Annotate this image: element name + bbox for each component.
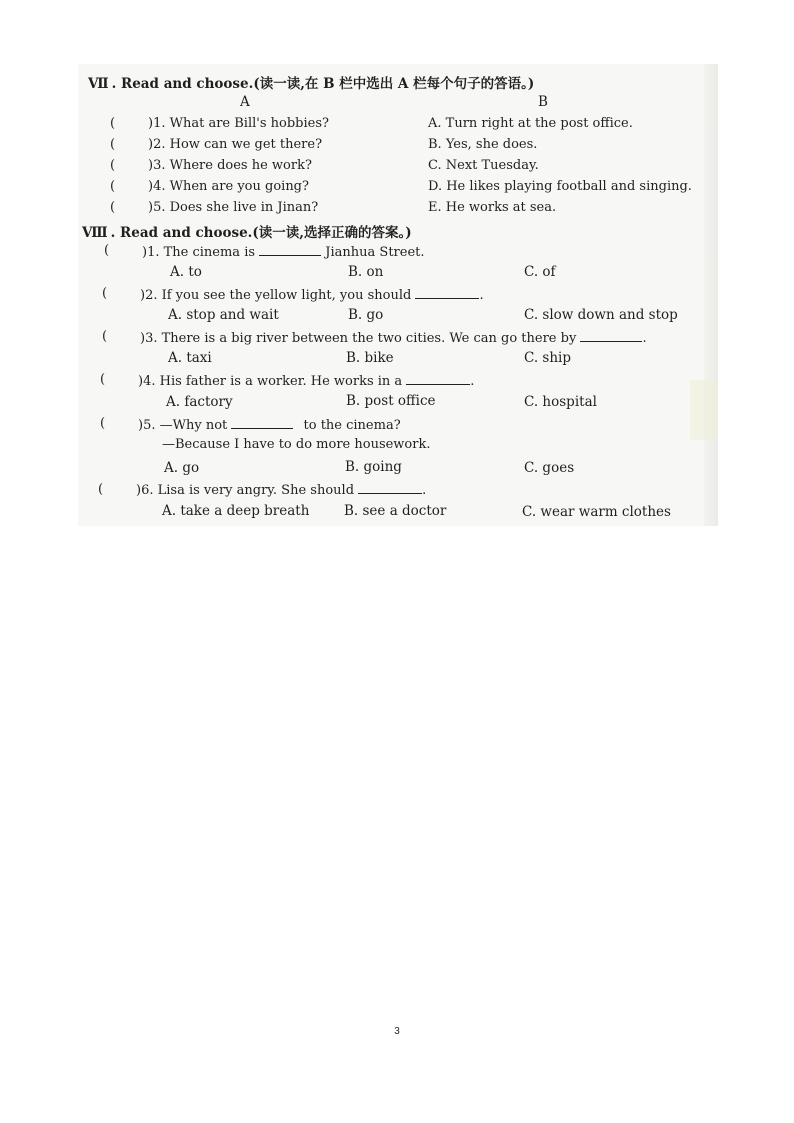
option-c: C. wear warm clothes — [522, 504, 671, 520]
option-b: B. going — [345, 459, 402, 475]
match-question: )2. How can we get there? — [148, 137, 323, 152]
column-a-heading: A — [240, 94, 250, 110]
question-text: . — [479, 288, 484, 303]
section-7-instruction: (读一读,在 B 栏中选出 A 栏每个句子的答语。) — [253, 76, 535, 92]
question-text: )4. His father is a worker. He works in a — [138, 374, 407, 389]
option-a: A. to — [170, 264, 202, 280]
question-5-reply: —Because I have to do more housework. — [162, 437, 431, 452]
answer-paren: ( — [98, 482, 104, 497]
section-8-heading — [82, 221, 412, 241]
match-answer: D. He likes playing football and singing. — [428, 179, 692, 194]
question-text: to the cinema? — [299, 418, 401, 433]
option-a: A. taxi — [168, 350, 212, 366]
question-text: . — [642, 331, 647, 346]
answer-blank — [231, 416, 293, 429]
section-8-numeral: Ⅷ — [82, 225, 107, 241]
question-text: )5. —Why not — [138, 418, 232, 433]
answer-paren: ( — [100, 416, 106, 431]
section-7-title: . Read and choose. — [111, 76, 254, 92]
match-answer: B. Yes, she does. — [428, 137, 538, 152]
page-number: 3 — [394, 1026, 400, 1037]
option-c: C. goes — [524, 460, 575, 476]
option-b: B. on — [348, 264, 384, 280]
column-b-heading: B — [538, 94, 548, 110]
question-text: Jianhua Street. — [321, 245, 425, 260]
bleed-through-mark — [690, 380, 718, 440]
question-text: )3. There is a big river between the two cities. We can go there by — [140, 331, 581, 346]
answer-blank — [415, 286, 479, 299]
option-c: C. ship — [524, 350, 572, 366]
section-7-numeral: Ⅶ — [88, 76, 108, 92]
answer-paren: ( — [110, 137, 116, 152]
match-question: )4. When are you going? — [148, 179, 309, 194]
question-text: )1. The cinema is — [142, 245, 260, 260]
option-c: C. slow down and stop — [524, 307, 678, 323]
answer-blank — [406, 372, 470, 385]
answer-paren: ( — [110, 179, 116, 194]
option-a: A. factory — [166, 394, 233, 410]
match-question: )1. What are Bill's hobbies? — [148, 116, 329, 131]
answer-paren: ( — [104, 243, 110, 258]
question-1 — [142, 243, 425, 260]
match-question: )3. Where does he work? — [148, 158, 312, 173]
option-a: A. stop and wait — [168, 307, 279, 323]
match-answer: E. He works at sea. — [428, 200, 557, 215]
answer-blank — [259, 243, 321, 256]
question-6 — [136, 481, 426, 498]
match-question: )5. Does she live in Jinan? — [148, 200, 319, 215]
question-2 — [140, 286, 484, 303]
section-8-instruction: (读一读,选择正确的答案。) — [252, 225, 412, 241]
option-b: B. post office — [346, 393, 436, 409]
answer-paren: ( — [110, 158, 116, 173]
question-text: )6. Lisa is very angry. She should — [136, 483, 359, 498]
scan-edge-shadow — [704, 64, 718, 526]
question-text: . — [470, 374, 475, 389]
section-7-heading — [88, 72, 534, 92]
question-5 — [138, 416, 401, 433]
question-text: )2. If you see the yellow light, you should — [140, 288, 416, 303]
section-8-title: . Read and choose. — [110, 225, 253, 241]
question-4 — [138, 372, 474, 389]
option-b: B. see a doctor — [344, 503, 447, 519]
answer-blank — [580, 329, 642, 342]
answer-paren: ( — [102, 286, 108, 301]
answer-paren: ( — [110, 200, 116, 215]
match-answer: C. Next Tuesday. — [428, 158, 539, 173]
question-text: . — [422, 483, 427, 498]
option-c: C. hospital — [524, 394, 597, 410]
option-c: C. of — [524, 264, 556, 280]
question-3 — [140, 329, 647, 346]
answer-paren: ( — [110, 116, 116, 131]
option-a: A. go — [164, 460, 200, 476]
answer-paren: ( — [100, 372, 106, 387]
answer-blank — [358, 481, 422, 494]
option-b: B. bike — [346, 350, 394, 366]
match-answer: A. Turn right at the post office. — [428, 116, 633, 131]
answer-paren: ( — [102, 329, 108, 344]
option-a: A. take a deep breath — [162, 503, 310, 519]
option-b: B. go — [348, 307, 384, 323]
